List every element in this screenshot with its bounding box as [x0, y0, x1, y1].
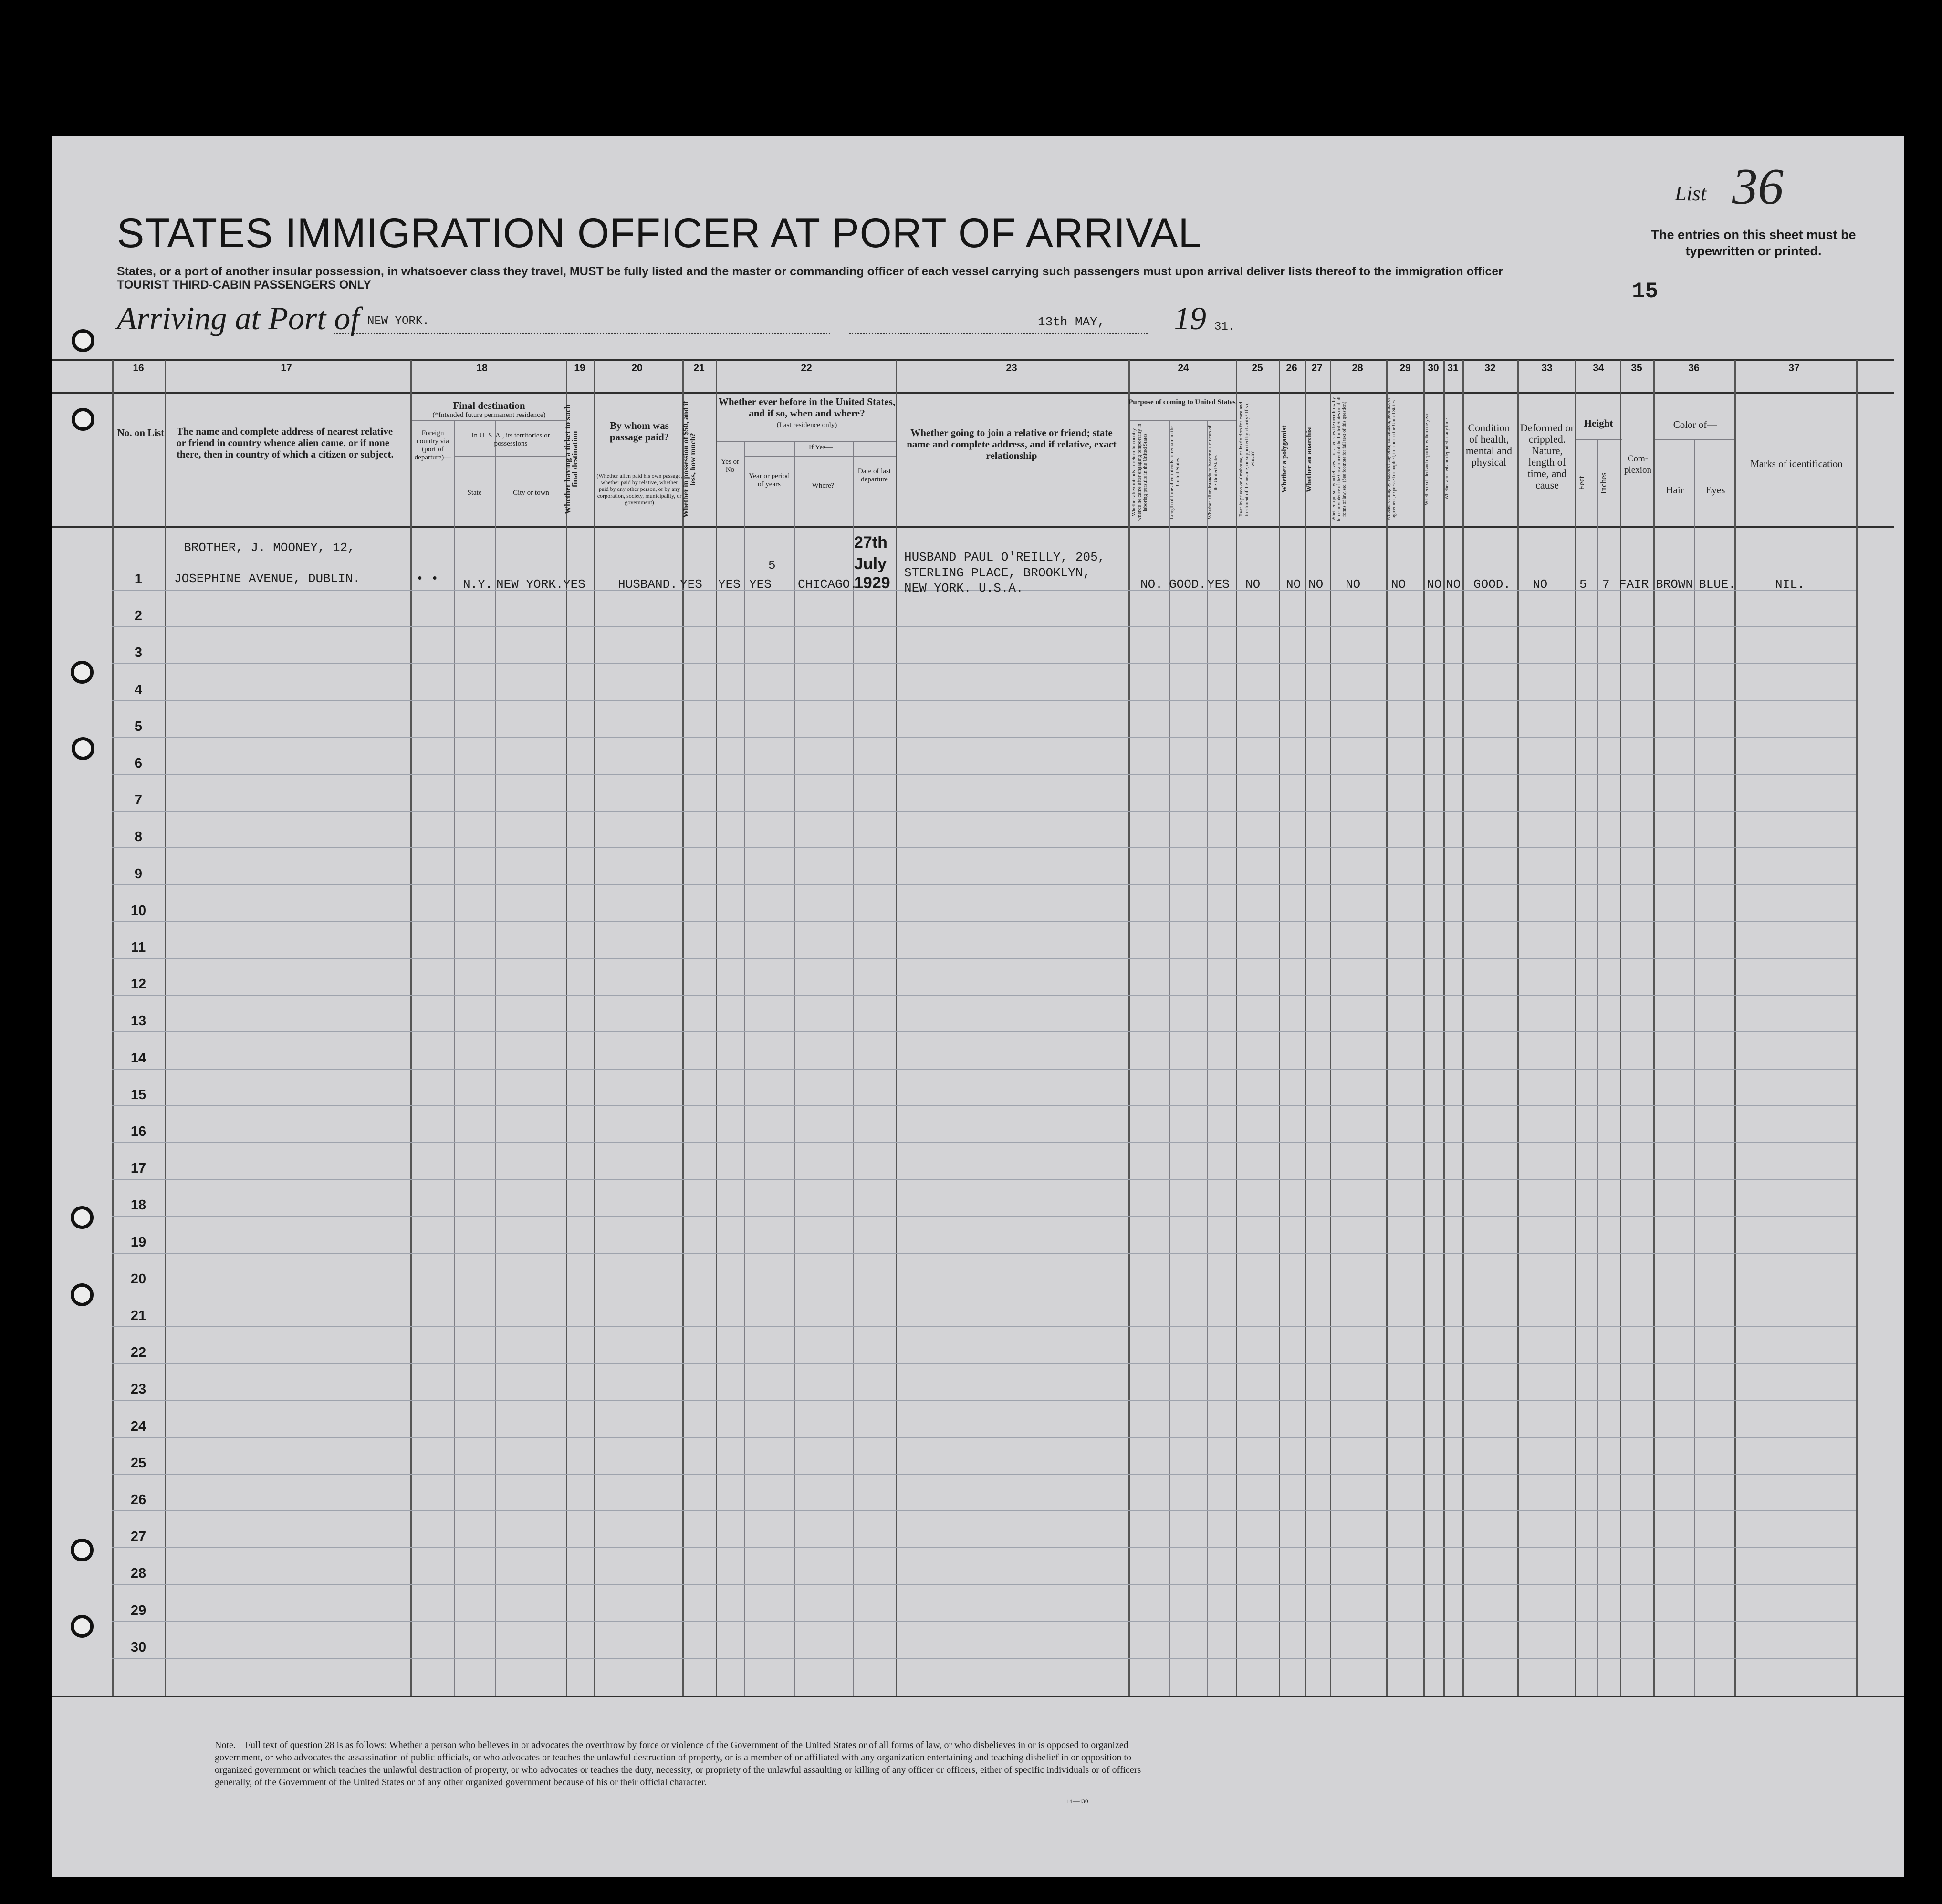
entry-date-month: July: [854, 555, 887, 573]
row-number: 23: [130, 1382, 146, 1397]
entry-feet: 5: [1579, 577, 1587, 592]
entry-join-line1: HUSBAND PAUL O'REILLY, 205,: [904, 550, 1106, 564]
arriving-label: Arriving at Port of: [117, 300, 360, 336]
entry-return: NO.: [1140, 577, 1163, 592]
column-line: [594, 360, 595, 1696]
row-number: 22: [130, 1345, 146, 1360]
entry-marks: NIL.: [1775, 577, 1805, 592]
header-purpose-citizen: Whether alien intends to become a citizen of the United States: [1207, 425, 1219, 520]
column-number: 30: [1428, 363, 1439, 374]
row-rule: [112, 1510, 1856, 1511]
column-line: [495, 421, 496, 1696]
column-number: 20: [631, 363, 643, 374]
header-ever-before: Whether ever before in the United States, and if so, when and where?: [718, 396, 896, 419]
row-rule: [112, 1658, 1856, 1659]
punch-hole: [71, 661, 94, 684]
row-number: 14: [130, 1051, 146, 1066]
row-number: 5: [134, 719, 143, 734]
entry-foreign-country: • •: [416, 572, 439, 586]
column-number: 37: [1788, 363, 1800, 374]
column-number: 32: [1484, 363, 1496, 374]
punch-hole: [71, 1539, 94, 1561]
entry-before-yes: YES: [718, 577, 741, 592]
header-deformed: Deformed or crippled. Nature, length of time, and cause: [1520, 422, 1574, 491]
header-polygamist: Whether a polygamist: [1281, 425, 1288, 493]
row-number: 8: [134, 829, 143, 844]
date-underline: [849, 332, 1148, 334]
column-line: [1734, 360, 1736, 1696]
manifest-sheet: [52, 136, 1904, 1877]
row-number: 29: [130, 1603, 146, 1618]
punch-hole: [71, 1283, 94, 1306]
entry-offer: NO: [1391, 577, 1406, 592]
column-line: [1597, 440, 1598, 1696]
row-rule: [112, 1326, 1856, 1327]
column-line: [1128, 360, 1130, 1696]
header-condition: Condition of health, mental and physical: [1465, 422, 1513, 468]
entry-hair: BROWN: [1656, 577, 1693, 592]
final-dest-subrule: [410, 420, 566, 421]
column-line: [896, 360, 897, 1696]
header-bottom-rule: [52, 526, 1894, 528]
column-number: 26: [1286, 363, 1297, 374]
column-line: [1620, 360, 1621, 1696]
punch-hole: [71, 1615, 94, 1638]
entry-length: GOOD.: [1169, 577, 1207, 592]
column-number-rule: [52, 392, 1894, 394]
entry-prison: NO: [1245, 577, 1261, 592]
header-complexion: Com-plexion: [1624, 454, 1651, 475]
header-arrested: Whether arrested and deported at any time: [1444, 418, 1450, 500]
column-number: 22: [801, 363, 812, 374]
footnote: Note.—Full text of question 28 is as follows: Whether a person who believes in or advocates the overthrow by force or violence of the Government of the United States or of all forms of law, or who disbelieves in or is opposed to organized government, or who advocates the assassination of public officials, or who advocates or teaches the unlawful destruction of property, or is a member of or affiliated with any organization entertaining and teaching disbelief in or opposition to organized government or which teaches the unlawful destruction of property, or who advocates or teaches the duty, necessity, or propriety of the unlawful assaulting or killing of any officer or officers, either of specific individuals or of officers generally, of the Government of the United States or of any other organized government because of his or their official character.: [215, 1740, 1141, 1788]
header-city: City or town: [513, 489, 549, 497]
header-inches: Inches: [1599, 472, 1608, 494]
row-rule: [112, 1621, 1856, 1622]
column-line: [1517, 360, 1519, 1696]
entry-inches: 7: [1602, 577, 1610, 592]
column-line: [1694, 440, 1695, 1696]
column-number: 21: [693, 363, 705, 374]
column-line: [1443, 360, 1445, 1696]
row-rule: [112, 626, 1856, 627]
column-number: 16: [133, 363, 144, 374]
column-number: 17: [281, 363, 292, 374]
row-number: 24: [130, 1419, 146, 1434]
row-rule: [112, 1547, 1856, 1548]
column-line: [1279, 360, 1280, 1696]
column-line: [1386, 360, 1388, 1696]
table-top-rule: [52, 359, 1894, 361]
punch-hole: [72, 408, 94, 431]
column-number: 18: [476, 363, 488, 374]
header-no-on-list: No. on List: [117, 427, 165, 438]
entry-state: N.Y.: [463, 577, 493, 592]
column-number: 36: [1688, 363, 1700, 374]
row-number: 10: [130, 903, 146, 918]
column-line: [1236, 360, 1237, 1696]
row-rule: [112, 1437, 1856, 1438]
typewritten-instruction: The entries on this sheet must be typewritten or printed.: [1651, 228, 1856, 258]
column-number: 19: [574, 363, 585, 374]
row-rule: [112, 774, 1856, 775]
entry-excluded: NO: [1427, 577, 1442, 592]
header-where: Where?: [812, 482, 835, 489]
column-line: [1423, 360, 1425, 1696]
row-number: 9: [134, 866, 143, 882]
column-line: [1305, 360, 1306, 1696]
row-rule: [112, 847, 1856, 848]
row-number: 28: [130, 1566, 146, 1581]
row-rule: [112, 1069, 1856, 1070]
header-purpose-length: Length of time alien intends to remain in the United States: [1169, 425, 1180, 520]
entry-city: NEW YORK.: [496, 577, 564, 592]
height-subrule: [1575, 439, 1622, 440]
header-hair: Hair: [1666, 484, 1684, 496]
entry-relative-line2: JOSEPHINE AVENUE, DUBLIN.: [174, 572, 361, 586]
header-color-of: Color of—: [1673, 419, 1717, 430]
row-number: 6: [134, 756, 143, 771]
port-underline: [334, 332, 830, 334]
row-number: 26: [130, 1492, 146, 1508]
column-line: [1207, 421, 1208, 1696]
row-rule: [112, 1216, 1856, 1217]
entry-deformed: NO: [1533, 577, 1548, 592]
row-number: 12: [130, 977, 146, 992]
entry-health: GOOD.: [1473, 577, 1511, 592]
header-join-relative: Whether going to join a relative or friend; state name and complete address, and if relative, exact relationship: [907, 427, 1117, 461]
header-ticket: Whether having a ticket to such final destination: [563, 404, 579, 514]
row-number: 11: [131, 940, 146, 955]
header-final-destination: Final destination: [453, 400, 525, 411]
punch-hole: [72, 737, 94, 760]
row-rule: [112, 995, 1856, 996]
list-number: 36: [1732, 158, 1784, 215]
row-rule: [112, 1142, 1856, 1143]
entry-relative-line1: BROTHER, J. MOONEY, 12,: [184, 541, 355, 555]
column-number: 31: [1447, 363, 1459, 374]
column-line: [1462, 360, 1464, 1696]
entry-date-day: 27th: [854, 533, 887, 551]
column-number: 27: [1311, 363, 1323, 374]
entry-join-line3: NEW YORK. U.S.A.: [904, 581, 1023, 595]
row-rule: [112, 1179, 1856, 1180]
header-purpose: Purpose of coming to United States: [1128, 398, 1236, 406]
header-foreign-country: Foreign country via (port of departure)—: [414, 429, 451, 461]
header-years: Year or period of years: [749, 472, 790, 488]
header-state: State: [467, 489, 482, 497]
page-title: STATES IMMIGRATION OFFICER AT PORT OF ARRIVAL: [117, 210, 1202, 256]
row-rule: [112, 1363, 1856, 1364]
column-line: [566, 360, 567, 1696]
row-rule: [112, 663, 1856, 664]
entry-overthrow: NO: [1346, 577, 1361, 592]
row-number: 30: [130, 1640, 146, 1655]
usa-subrule: [454, 456, 566, 457]
row-number: 27: [130, 1529, 146, 1544]
entry-fifty: YES: [680, 577, 702, 592]
row-number: 25: [130, 1456, 146, 1471]
row-rule: [112, 884, 1856, 885]
header-instruction-line: States, or a port of another insular possession, in whatsoever class they travel, MUST be fully listed and the master or commanding officer of each vessel carrying such passengers must upon arrival deliver lists thereof to the immigration officer: [117, 265, 1503, 278]
row-number: 2: [134, 608, 143, 624]
punch-hole: [72, 329, 94, 352]
entry-complexion: FAIR: [1619, 577, 1649, 592]
column-line: [1330, 360, 1331, 1696]
row-number: 15: [130, 1087, 146, 1103]
header-eyes: Eyes: [1705, 484, 1725, 496]
sheet-number: 15: [1632, 279, 1659, 304]
entry-years-top: 5: [768, 558, 776, 572]
header-date-departure: Date of last departure: [857, 468, 891, 483]
row-rule: [112, 1031, 1856, 1032]
entry-years: YES: [749, 577, 772, 592]
header-height: Height: [1584, 417, 1613, 429]
header-by-whom-note: (Whether alien paid his own passage, whether paid by relative, whether paid by any other person, or by any corporation, society, municipality, or government): [596, 472, 682, 506]
row-rule: [112, 1105, 1856, 1106]
header-if-yes: If Yes—: [808, 444, 833, 451]
entry-citizen: YES: [1207, 577, 1230, 592]
column-number: 34: [1593, 363, 1604, 374]
header-prison: Ever in prison or almshouse, or institution for care and treatment of the insane, or supported by charity? If so, which?: [1238, 402, 1255, 517]
entry-ticket: YES: [563, 577, 585, 592]
header-excluded: Whether excluded and deported within one year: [1424, 413, 1430, 505]
row-rule: [112, 700, 1856, 701]
row-rule: [112, 921, 1856, 922]
row-number: 21: [130, 1308, 146, 1323]
row-number: 19: [130, 1235, 146, 1250]
row-number: 1: [134, 572, 143, 587]
header-overthrow: Whether a person who believes in or advocates the overthrow by force or violence of the Government of the United States or of all forms of law, etc. (See footnote for full text of this question): [1331, 396, 1347, 522]
table-bottom-rule: [52, 1696, 1904, 1697]
row-number: 7: [134, 792, 143, 808]
entry-date-year: 1929: [854, 574, 890, 592]
header-offer: Whether coming by reason of any offer, solicitation, promise, or agreement, expressed or implied, to labor in the United States: [1386, 397, 1397, 521]
column-number: 29: [1399, 363, 1411, 374]
punch-hole: [71, 1206, 94, 1229]
header-nearest-relative: The name and complete address of nearest relative or friend in country whence alien came, or if none there, then in country of which a citizen or subject.: [177, 426, 394, 460]
year-prefix: 19: [1174, 300, 1206, 336]
column-number: 28: [1352, 363, 1363, 374]
port-value: NEW YORK.: [367, 315, 429, 328]
header-by-whom: By whom was passage paid?: [609, 420, 669, 443]
row-number: 17: [130, 1161, 146, 1176]
ever-before-subrule: [716, 441, 896, 442]
column-line: [1169, 421, 1170, 1696]
row-rule: [112, 811, 1856, 812]
entry-eyes: BLUE.: [1699, 577, 1736, 592]
column-line: [716, 360, 717, 1696]
row-number: 4: [134, 682, 143, 697]
header-purpose-return: Whether alien intends to return to country whence he came after engaging temporarily in laboring pursuits in the United States: [1131, 424, 1148, 521]
row-number: 3: [134, 645, 143, 660]
year-suffix: 31.: [1214, 321, 1235, 333]
row-rule: [112, 1253, 1856, 1254]
header-ever-before-note: (Last residence only): [776, 421, 837, 429]
entry-arrested: NO: [1446, 577, 1461, 592]
entry-polygamist: NO: [1286, 577, 1301, 592]
row-number: 20: [130, 1271, 146, 1287]
purpose-subrule: [1128, 420, 1236, 421]
column-line: [1653, 360, 1655, 1696]
column-line: [410, 360, 412, 1696]
row-rule: [112, 737, 1856, 738]
column-line: [682, 360, 684, 1696]
header-feet: Feet: [1577, 476, 1586, 490]
column-line: [1575, 360, 1576, 1696]
date-value: 13th MAY,: [1038, 315, 1105, 329]
row-number: 13: [130, 1013, 146, 1029]
header-anarchist: Whether an anarchist: [1305, 426, 1313, 493]
header-marks: Marks of identification: [1750, 458, 1843, 469]
column-number: 23: [1006, 363, 1017, 374]
entry-paid-by: HUSBAND.: [618, 577, 678, 592]
entry-where: CHICAGO.: [798, 577, 857, 592]
row-rule: [112, 1400, 1856, 1401]
header-in-usa: In U. S. A., its territories or possessions: [471, 432, 550, 447]
column-number: 33: [1541, 363, 1553, 374]
column-number: 35: [1631, 363, 1642, 374]
header-final-destination-note: (*Intended future permanent residence): [432, 411, 546, 419]
column-number: 24: [1178, 363, 1189, 374]
row-number: 18: [130, 1197, 146, 1213]
header-class-line: TOURIST THIRD-CABIN PASSENGERS ONLY: [117, 278, 371, 291]
header-fifty-dollars: Whether in possession of $50, and if less, how much?: [682, 401, 697, 518]
row-rule: [112, 958, 1856, 959]
row-number: 16: [130, 1124, 146, 1139]
form-number: 14—430: [1066, 1798, 1088, 1805]
column-line: [1856, 360, 1858, 1696]
column-line: [454, 421, 455, 1696]
if-yes-subrule: [744, 456, 896, 457]
header-yes-no: Yes or No: [720, 458, 740, 474]
entry-anarchist: NO: [1308, 577, 1324, 592]
list-label: List: [1675, 182, 1707, 205]
column-number: 25: [1252, 363, 1263, 374]
entry-join-line2: STERLING PLACE, BROOKLYN,: [904, 566, 1091, 580]
row-rule: [112, 1474, 1856, 1475]
row-rule: [112, 1584, 1856, 1585]
